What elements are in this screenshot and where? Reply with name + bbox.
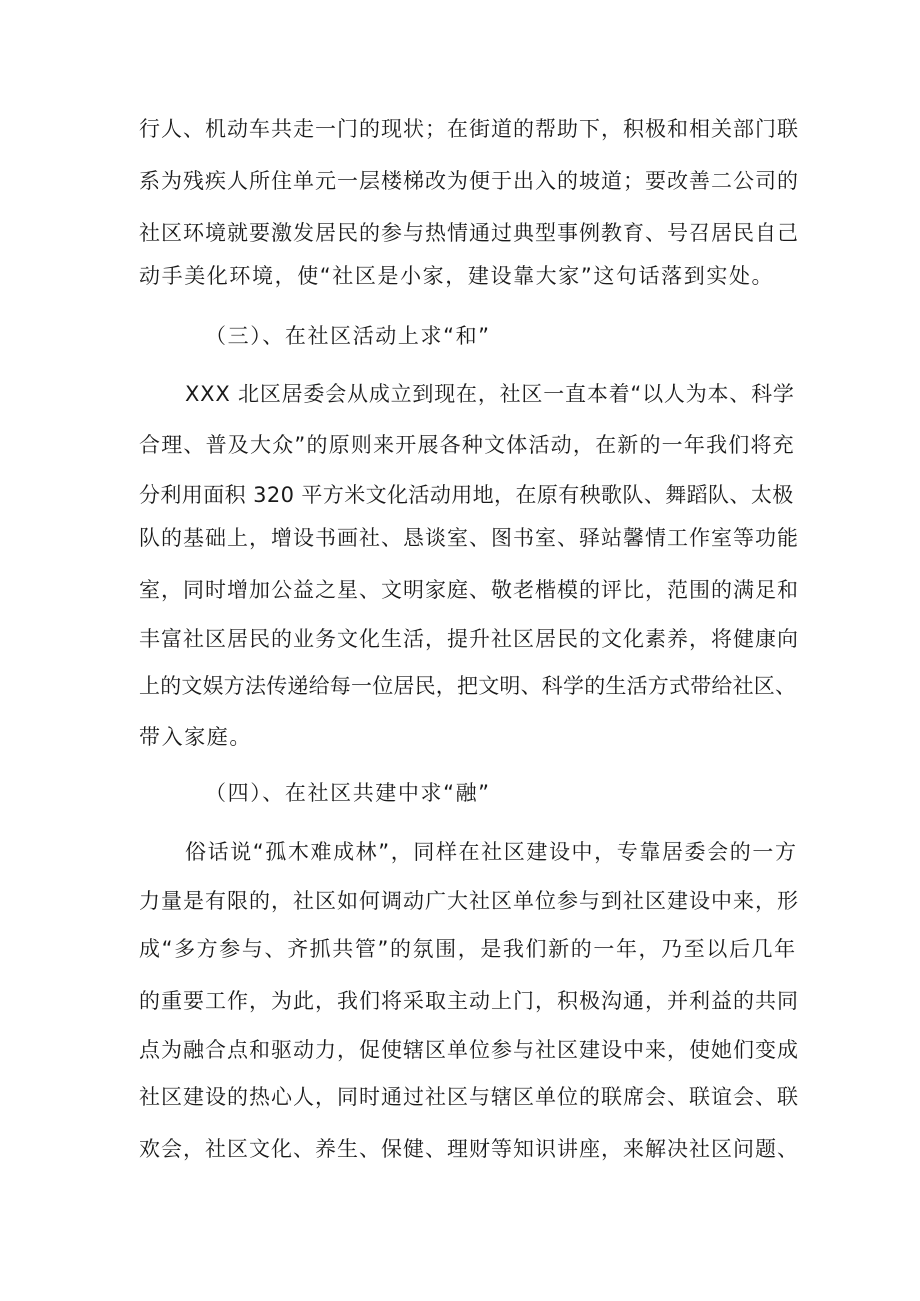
body-text-line: 室，同时增加公益之星、文明家庭、敬老楷模的评比，范围的满足和 bbox=[139, 578, 799, 602]
body-text-line: 社区建设的热心人，同时通过社区与辖区单位的联席会、联谊会、联 bbox=[139, 1085, 799, 1109]
body-text-line: 力量是有限的，社区如何调动广大社区单位参与到社区建设中来，形 bbox=[139, 889, 799, 913]
body-text-line: 成“多方参与、齐抓共管”的氛围，是我们新的一年，乃至以后几年 bbox=[139, 937, 797, 961]
body-text-line: 点为融合点和驱动力，促使辖区单位参与社区建设中来，使她们变成 bbox=[139, 1038, 799, 1062]
body-text-line: 上的文娱方法传递给每一位居民，把文明、科学的生活方式带给社区、 bbox=[139, 674, 797, 698]
section-heading-three: （三）、在社区活动上求“和” bbox=[205, 324, 491, 348]
body-text-line: 俗话说“孤木难成林”，同样在社区建设中，专靠居委会的一方 bbox=[185, 840, 798, 864]
body-text-line: XXX 北区居委会从成立到现在，社区一直本着“以人为本、科学 bbox=[185, 382, 795, 406]
body-text-line: 带入家庭。 bbox=[139, 725, 252, 749]
body-text-line: 的重要工作，为此，我们将采取主动上门，积极沟通，并利益的共同 bbox=[139, 989, 799, 1013]
body-text-line: 行人、机动车共走一门的现状；在街道的帮助下，积极和相关部门联 bbox=[139, 117, 799, 141]
body-text-line: 队的基础上，增设书画社、恳谈室、图书室、驿站馨情工作室等功能 bbox=[139, 526, 799, 550]
body-text-line: 丰富社区居民的业务文化生活，提升社区居民的文化素养，将健康向 bbox=[139, 627, 799, 651]
section-heading-four: （四）、在社区共建中求“融” bbox=[205, 781, 491, 805]
body-text-line: 动手美化环境，使“社区是小家，建设靠大家”这句话落到实处。 bbox=[139, 264, 775, 288]
body-text-line: 分利用面积 320 平方米文化活动用地，在原有秧歌队、舞蹈队、太极 bbox=[139, 483, 794, 507]
body-text-line: 合理、普及大众”的原则来开展各种文体活动，在新的一年我们将充 bbox=[139, 433, 795, 457]
body-text-line: 社区环境就要激发居民的参与热情通过典型事例教育、号召居民自己 bbox=[139, 221, 799, 245]
body-text-line: 欢会，社区文化、养生、保健、理财等知识讲座，来解决社区问题、 bbox=[139, 1137, 799, 1161]
body-text-line: 系为残疾人所住单元一层楼梯改为便于出入的坡道；要改善二公司的 bbox=[139, 169, 799, 193]
